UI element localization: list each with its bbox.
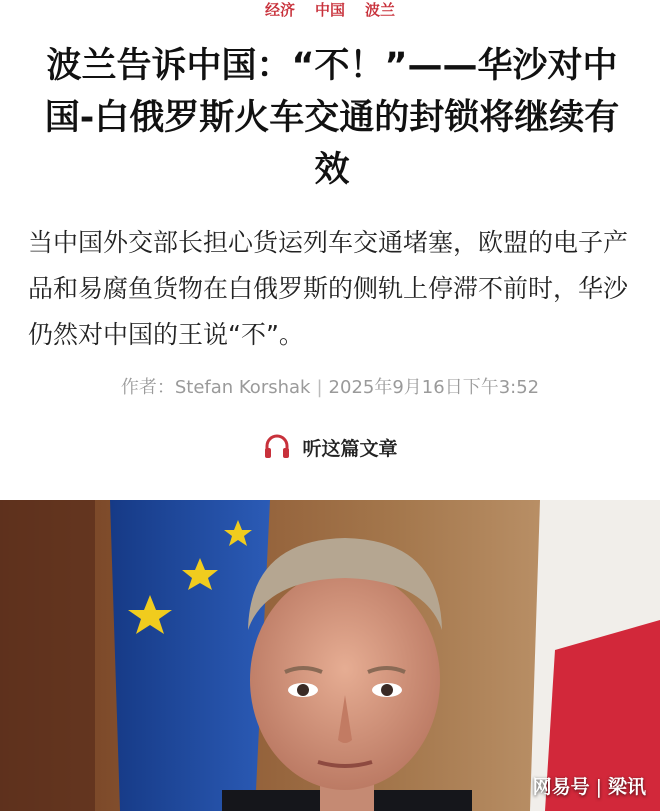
photo-illustration [0, 500, 660, 811]
source-watermark [533, 772, 646, 799]
author-label: 作者： [120, 377, 175, 398]
watermark-source: 梁讯 [607, 776, 646, 798]
tag-economy[interactable]: 经济 [264, 1, 295, 19]
article-photo [0, 500, 660, 811]
watermark-brand: 网易号 [532, 776, 590, 798]
article-summary: 当中国外交部长担心货运列车交通堵塞，欧盟的电子产品和易腐鱼货物在白俄罗斯的侧轨上停滞不前时，华沙仍然对中国的王说“不”。 [28, 228, 629, 349]
listen-label: 听这篇文章 [302, 437, 398, 460]
author-name[interactable]: Stefan Korshak [174, 377, 311, 398]
listen-to-article-button[interactable] [0, 430, 660, 464]
tag-poland[interactable]: 波兰 [365, 1, 396, 19]
article-headline: 波兰告诉中国：“不！”——华沙对中国-白俄罗斯火车交通的封锁将继续有效 [44, 46, 620, 190]
publish-date: 2025年9月16日下午3:52 [328, 377, 540, 398]
category-tags [0, 0, 660, 20]
headphones-icon [262, 432, 292, 462]
tag-china[interactable]: 中国 [314, 1, 345, 19]
byline [0, 374, 660, 402]
byline-separator: | [316, 377, 323, 398]
watermark-separator: | [595, 776, 602, 798]
